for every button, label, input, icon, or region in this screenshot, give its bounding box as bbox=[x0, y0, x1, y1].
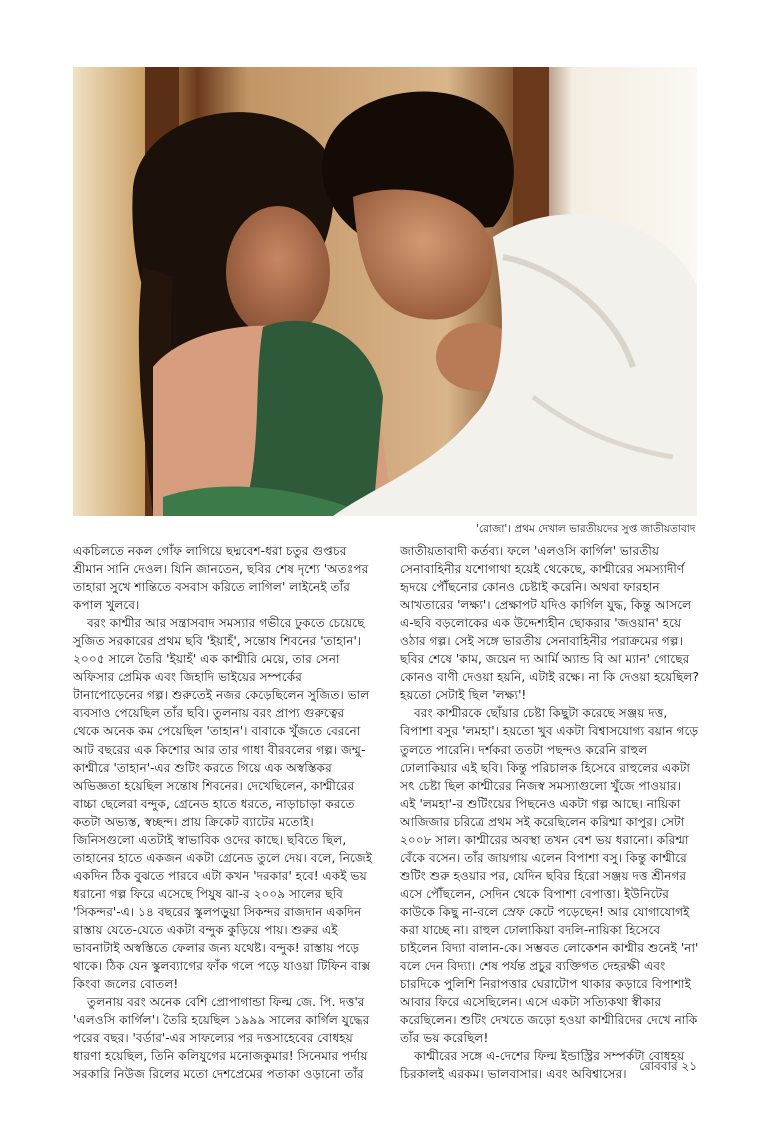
paragraph: কাশ্মীরের সঙ্গে এ-দেশের ফিল্ম ইন্ডাস্ট্রির সম্পর্কটা বোধহয় চিরকালই এরকম। ভালবাসার। এবং অবিশ্বাসের। bbox=[400, 1049, 685, 1082]
paragraph: তুলনায় বরং অনেক বেশি প্রোপাগান্ডা ফিল্ম জে. পি. দত্ত'র 'এলওসি কার্গিল'। তৈরি হয়েছিল ১৯৯৯ সালের কার্গিল যুদ্ধের পরের বছর। 'বর্ডার'-এর সাফল্যের পর দত্তসাহেবের বোধহয় ধারণা হয়েছিল, তিনি কলিযুগের মনোজকুমার! সিনেমার পর্দায় সরকারি নিউজ রিলের মতো দেশপ্রেমের পতাকা ওড়ানো তাঁর bbox=[73, 995, 370, 1082]
page-footer: রোববার ২১ bbox=[639, 1059, 697, 1073]
article-column-right bbox=[400, 542, 700, 1083]
paragraph: বরং কাশ্মীরকে ছোঁয়ার চেষ্টা কিছুটা করেছে সঞ্জয় দত্ত, বিপাশা বসুর 'লমহা'। হয়তো খুব একটা বিশ্বাসযোগ্য বয়ান গড়ে তুলতে পারেনি। দর্শকরা ততটা পছন্দও করেনি রাহুল ঢোলাকিয়ার এই ছবি। কিন্তু পরিচালক হিসেবে রাহুলের একটা সৎ চেষ্টা ছিল কাশ্মীরের নিজস্ব সমস্যাগুলো খুঁজে পাওয়ার। এই 'লমহা'-র শুটিংয়ের পিছনেও একটা গল্প আছে। নায়িকা আজিজার চরিত্রে প্রথম সই করেছিলেন করিশ্মা কাপুর। সেটা ২০০৮ সাল। কাশ্মীরের অবস্থা তখন বেশ ভয় ধরানো। করিশ্মা বেঁকে বসেন। তাঁর জায়গায় এলেন বিপাশা বসু। কিন্তু কাশ্মীরে শুটিং শুরু হওয়ার পর, যেদিন ছবির হিরো সঞ্জয় দত্ত শ্রীনগর এসে পৌঁছলেন, সেদিন থেকে বিপাশা বেপাত্তা। ইউনিটের কাউকে কিছু না-বলে স্রেফ কেটে পড়েছেন! আর যোগাযোগই করা যাচ্ছে না। রাহুল ঢোলাকিয়া বদলি-নায়িকা হিসেবে চাইলেন বিদ্যা বালান-কে। সম্ভবত লোকেশন কাশ্মীর শুনেই 'না' বলে দেন বিদ্যা। শেষ পর্যন্ত প্রচুর ব্যক্তিগত দেহরক্ষী এবং চারদিকে পুলিশি নিরাপত্তার ঘেরাটোপ থাকার কড়ারে বিপাশাই আবার ফিরে এসেছিলেন। এসে একটা সত্যিকথা স্বীকার করেছিলেন। শুটিং দেখতে জড়ো হওয়া কাশ্মীরিদের দেখে নাকি তাঁর ভয় করেছিল! bbox=[400, 706, 699, 1046]
paragraph: জাতীয়তাবাদী কর্তব্য। ফলে 'এলওসি কার্গিল' ভারতীয় সেনাবাহিনীর যশোগাথা হয়েই থেকেছে, কাশ্মীরের সমস্যাদীর্ণ হৃদয়ে পৌঁছনোর কোনও চেষ্টাই করেনি। অথবা ফারহান আখতারের 'লক্ষ্য'। প্রেক্ষাপট যদিও কার্গিল যুদ্ধ, কিন্তু আসলে এ-ছবি বড়লোকের এক উদ্দেশ্যহীন ছোকরার 'জওয়ান' হয়ে ওঠার গল্প। সেই সঙ্গে ভারতীয় সেনাবাহিনীর পরাক্রমের গল্প। ছবির শেষে 'কাম, জয়েন দ্য আর্মি অ্যান্ড বি আ ম্যান' গোছের কোনও বাণী দেওয়া হয়নি, এটাই রক্ষে। না কি দেওয়া হয়েছিল? হয়তো সেটাই ছিল 'লক্ষ্য'! bbox=[400, 544, 699, 703]
film-still-image-icon bbox=[73, 67, 697, 516]
film-still-photo bbox=[73, 67, 697, 516]
article-column-left bbox=[73, 542, 373, 1083]
paragraph: একচিলতে নকল গোঁফ লাগিয়ে ছদ্মবেশ-ধরা চতুর গুপ্তচর শ্রীমান সানি দেওল। যিনি জানতেন, ছবির শেষ দৃশ্যে 'অতঃপর তাহারা সুখে শান্তিতে বসবাস করিতে লাগিল' লাইনেই তাঁর কপাল খুলবে। bbox=[73, 544, 369, 613]
paragraph: বরং কাশ্মীর আর সন্ত্রাসবাদ সমস্যার গভীরে ঢুকতে চেয়েছে সুজিত সরকারের প্রথম ছবি 'ইয়াহঁ', সন্তোষ শিবনের 'তাহান'। ২০০৫ সালে তৈরি 'ইয়াহঁ' এক কাশ্মীরি মেয়ে, তার সেনা অফিসার প্রেমিক এবং জিহাদি ভাইয়ের সম্পর্কের টানাপোড়েনের গল্প। শুরুতেই নজর কেড়েছিলেন সুজিত। ভাল ব্যবসাও পেয়েছিল তাঁর ছবি। তুলনায় বরং প্রাপ্য গুরুত্বের থেকে অনেক কম পেয়েছিল 'তাহান'। বাবাকে খুঁজতে বেরনো আট বছরের এক কিশোর আর তার গাধা বীরবলের গল্প। জম্মু-কাশ্মীরে 'তাহান'-এর শুটিং করতে গিয়ে এক অস্বস্তিকর অভিজ্ঞতা হয়েছিল সন্তোষ শিবনের। দেখেছিলেন, কাশ্মীরের বাচ্চা ছেলেরা বন্দুক, গ্রেনেড হাতে ধরতে, নাড়াচাড়া করতে কতটা অভ্যস্ত, স্বচ্ছন্দ। প্রায় ক্রিকেট ব্যাটের মতোই। জিনিসগুলো এতটাই স্বাভাবিক ওদের কাছে। ছবিতে ছিল, তাহানের হাতে একজন একটা গ্রেনেড তুলে দেয়। বলে, নিজেই একদিন ঠিক বুঝতে পারবে এটা কখন 'দরকার' হবে! একই ভয় ধরানো গল্প ফিরে এসেছে পিযুষ ঝা-র ২০০৯ সালের ছবি 'সিকন্দর'-এ। ১৪ বছরের স্কুলপড়ুয়া সিকন্দর রাজদান একদিন রাস্তায় যেতে-যেতে একটা বন্দুক কুড়িয়ে পায়। শুরুর এই ভাবনাটাই অস্বস্তিতে ফেলার জন্য যথেষ্ট। বন্দুক! রাস্তায় পড়ে থাকে। ঠিক যেন স্কুলব্যাগের ফাঁক গলে পড়ে যাওয়া টিফিন বাক্স কিংবা জলের বোতল! bbox=[73, 616, 373, 992]
photo-caption: 'রোজা'। প্রথম দেখাল ভারতীয়দের সুপ্ত জাতীয়তাবাদ bbox=[476, 523, 696, 535]
